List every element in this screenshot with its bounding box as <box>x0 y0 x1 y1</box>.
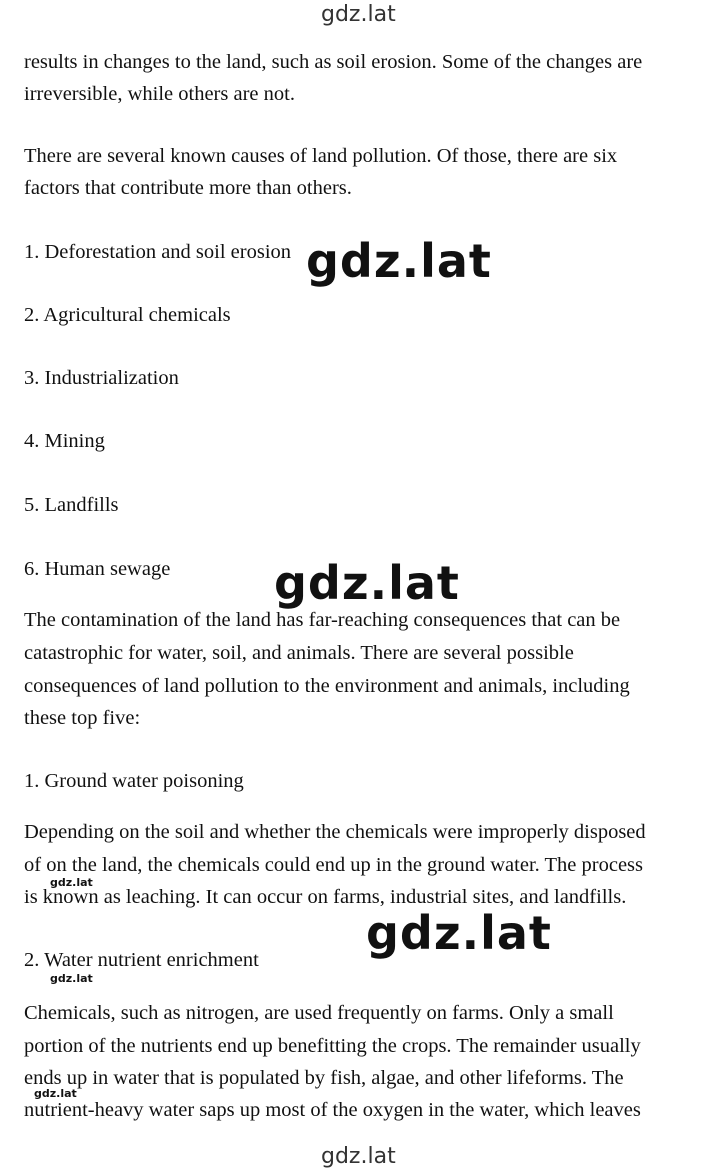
watermark-3: gdz.lat <box>366 906 552 960</box>
cause-item-4: 4. Mining <box>24 430 105 452</box>
cause-item-5: 5. Landfills <box>24 494 119 516</box>
watermark-tiny-2: gdz.lat <box>50 972 93 985</box>
consequence-item-2: 2. Water nutrient enrichment <box>24 949 259 971</box>
paragraph-5-line-3: ends up in water that is populated by fish, algae, and other lifeforms. The <box>24 1067 624 1089</box>
paragraph-4-line-1: Depending on the soil and whether the chemicals were improperly disposed <box>24 821 646 843</box>
paragraph-5-line-4: nutrient-heavy water saps up most of the oxygen in the water, which leaves <box>24 1099 641 1121</box>
watermark-1: gdz.lat <box>306 234 492 288</box>
paragraph-4-line-2: of on the land, the chemicals could end up in the ground water. The process <box>24 854 644 876</box>
paragraph-1-line-2: irreversible, while others are not. <box>24 83 295 105</box>
watermark-2: gdz.lat <box>274 556 460 610</box>
cause-item-6: 6. Human sewage <box>24 558 171 580</box>
paragraph-3-line-1: The contamination of the land has far-reaching consequences that can be <box>24 609 621 631</box>
cause-item-3: 3. Industrialization <box>24 367 179 389</box>
paragraph-3-line-3: consequences of land pollution to the environment and animals, including <box>24 675 630 697</box>
watermark-tiny-3: gdz.lat <box>34 1087 77 1100</box>
cause-item-2: 2. Agricultural chemicals <box>24 304 231 326</box>
paragraph-1-line-1: results in changes to the land, such as soil erosion. Some of the changes are <box>24 51 643 73</box>
consequence-item-1: 1. Ground water poisoning <box>24 770 244 792</box>
paragraph-3-line-2: catastrophic for water, soil, and animals. There are several possible <box>24 642 574 664</box>
paragraph-4-line-3: is known as leaching. It can occur on farms, industrial sites, and landfills. <box>24 886 627 908</box>
cause-item-1: 1. Deforestation and soil erosion <box>24 241 292 263</box>
watermark-bottom: gdz.lat <box>321 1144 396 1169</box>
paragraph-5-line-2: portion of the nutrients end up benefitting the crops. The remainder usually <box>24 1035 641 1057</box>
paragraph-2-line-2: factors that contribute more than others. <box>24 177 352 199</box>
watermark-tiny-1: gdz.lat <box>50 876 93 889</box>
paragraph-5-line-1: Chemicals, such as nitrogen, are used frequently on farms. Only a small <box>24 1002 614 1024</box>
paragraph-3-line-4: these top five: <box>24 707 141 729</box>
watermark-top: gdz.lat <box>321 2 396 27</box>
paragraph-2-line-1: There are several known causes of land pollution. Of those, there are six <box>24 145 618 167</box>
